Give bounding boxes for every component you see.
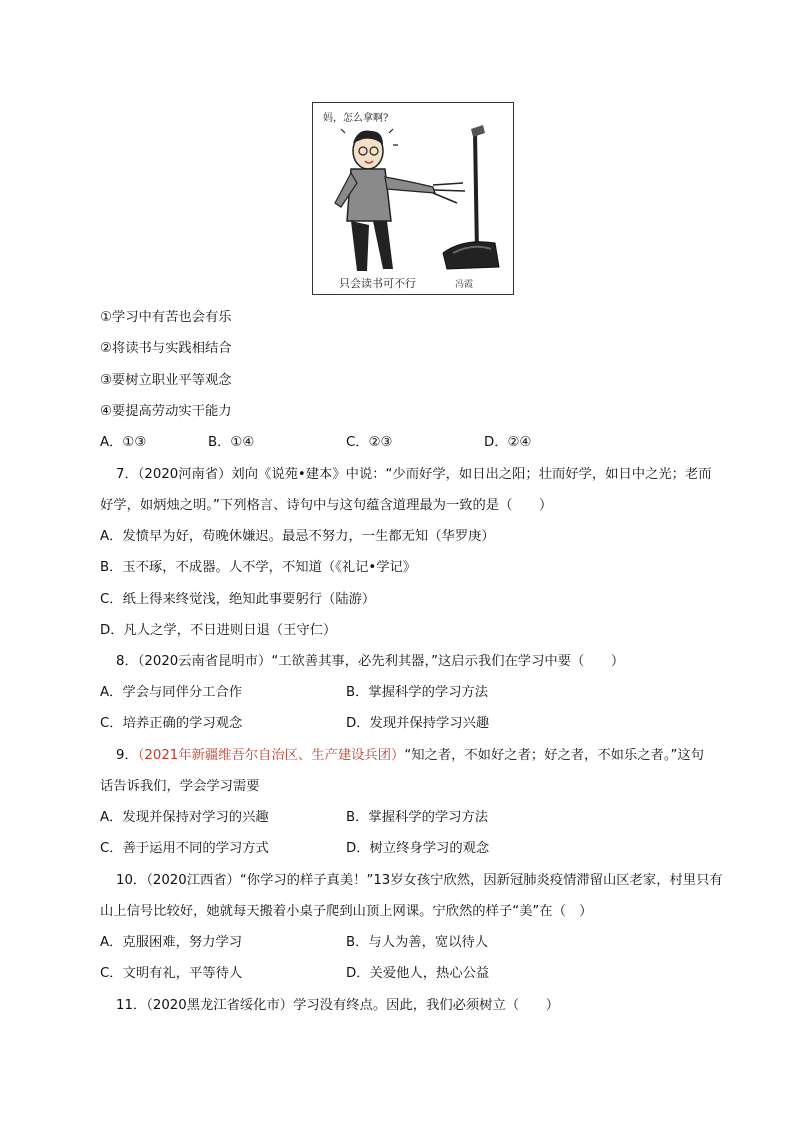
q6-option-b: B．①④: [208, 435, 255, 450]
q10-option-b: B．与人为善，宽以待人: [346, 935, 489, 950]
q10-option-c: C．文明有礼，平等待人: [100, 966, 243, 981]
q9-source: （2021年新疆维吾尔自治区、生产建设兵团）: [137, 748, 405, 763]
q9-option-c: C．善于运用不同的学习方式: [100, 841, 269, 856]
q8-option-c: C．培养正确的学习观念: [100, 716, 243, 731]
q8-stem: 8．（2020云南省昆明市）“工欲善其事，必先利其器，”这启示我们在学习中要（ ）: [116, 654, 625, 669]
q6-option-c: C．②③: [346, 435, 393, 450]
q11-stem: 11．（2020黑龙江省绥化市）学习没有终点。因此，我们必须树立（ ）: [116, 998, 560, 1013]
statement-3: ③要树立职业平等观念: [100, 373, 232, 388]
q9-option-a: A．发现并保持对学习的兴趣: [100, 810, 269, 825]
cartoon-drawing: [313, 103, 513, 293]
statement-4: ④要提高劳动实干能力: [100, 404, 232, 419]
q8-option-b: B．掌握科学的学习方法: [346, 685, 489, 700]
q9-number: 9．: [116, 748, 138, 763]
q10-stem-line-2: 山上信号比较好，她就每天搬着小桌子爬到山顶上网课。宁欣然的样子“美”在（ ）: [100, 904, 593, 919]
q7-option-c: C．纸上得来终觉浅，绝知此事要躬行（陆游）: [100, 592, 376, 607]
statement-1: ①学习中有苦也会有乐: [100, 310, 232, 325]
q10-stem-line-1: 10．（2020江西省）“你学习的样子真美！”13岁女孩宁欣然，因新冠肺炎疫情滞留山区老家，村里只有: [116, 873, 723, 888]
q7-stem-line-1: 7．（2020河南省）刘向《说苑•建本》中说：“少而好学，如日出之阳；壮而好学，如日中之光；老而: [116, 467, 712, 482]
q7-option-d: D．凡人之学，不日进则日退（王守仁）: [100, 623, 337, 638]
q9-option-b: B．掌握科学的学习方法: [346, 810, 489, 825]
q10-option-a: A．克服困难，努力学习: [100, 935, 243, 950]
q7-stem-line-2: 好学，如炳烛之明。”下列格言、诗句中与这句蕴含道理最为一致的是（ ）: [100, 498, 553, 513]
q8-option-d: D．发现并保持学习兴趣: [346, 716, 490, 731]
q7-option-a: A．发愤早为好，苟晚休嫌迟。最忌不努力，一生都无知（华罗庚）: [100, 529, 495, 544]
cartoon-signature: 冯霞: [455, 280, 474, 290]
q9-option-d: D．树立终身学习的观念: [346, 841, 490, 856]
cartoon-speech-bubble: 妈，怎么拿啊?: [323, 113, 389, 124]
statement-2: ②将读书与实践相结合: [100, 341, 232, 356]
q10-option-d: D．关爱他人，热心公益: [346, 966, 490, 981]
q6-option-d: D．②④: [484, 435, 532, 450]
q9-stem-text: “知之者，不如好之者；好之者，不如乐之者。”这句: [404, 748, 704, 763]
cartoon-figure: [312, 102, 514, 295]
q6-option-a: A．①③: [100, 435, 147, 450]
cartoon-caption: 只会读书可不行: [339, 277, 416, 290]
q8-option-a: A．学会与同伴分工合作: [100, 685, 243, 700]
q9-stem-line-2: 话告诉我们，学会学习需要: [100, 779, 260, 794]
q7-option-b: B．玉不琢，不成器。人不学，不知道（《礼记•学记》: [100, 560, 417, 575]
q9-stem-line-1: [116, 747, 704, 765]
